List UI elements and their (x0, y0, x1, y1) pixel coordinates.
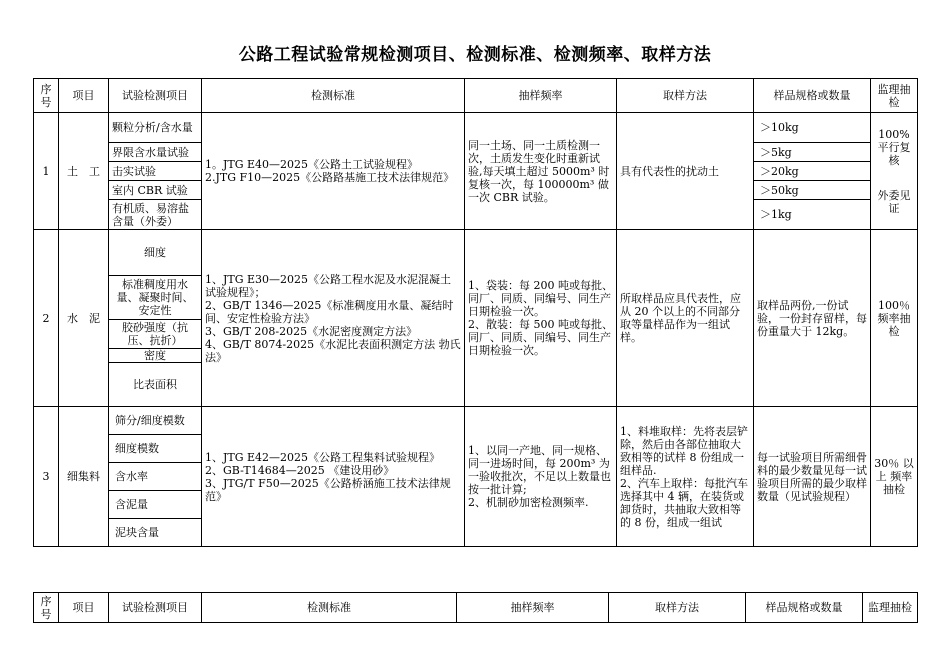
fine-agg-test-4: 泥块含量 (109, 519, 202, 547)
fine-agg-frequency-1: 2、机制砂加密检测频率. (468, 496, 589, 509)
soil-spec-3: ＞50kg (754, 181, 871, 200)
continuation-table (33, 592, 918, 623)
footer-header-test-item: 试验检测项目 (109, 593, 202, 623)
soil-test-2: 击实试验 (109, 162, 202, 181)
fine-agg-sampling-1: 2、汽车上取样：每批汽车选择其中 4 辆，在装货或卸货时，共抽取大致相等的 8 份，组成一组试 (620, 476, 748, 529)
soil-spec-1: ＞5kg (754, 143, 871, 162)
footer-header-item: 项目 (59, 593, 109, 623)
cement-sampling: 所取样品应具代表性，应从 20 个以上的不同部分取等量样品作为一组试样。 (617, 230, 754, 407)
header-row (34, 79, 918, 113)
fine-agg-supervision: 30％ 以上 频率 抽检 (871, 407, 918, 547)
fine-agg-frequency-0: 1、以同一产地、同一规格、同一进场时间，每 200m³ 为一验收批次，不足以上数量也按一批计算; (468, 444, 611, 496)
footer-header-standard: 检测标准 (202, 593, 457, 623)
fine-agg-test-3: 含泥量 (109, 491, 202, 519)
header-frequency: 抽样频率 (465, 79, 617, 113)
soil-sampling: 具有代表性的扰动土 (617, 113, 754, 230)
soil-standard-1: 2.JTG F10—2025《公路路基施工技术法律规范》 (205, 171, 455, 184)
cement-frequency-0: 1、袋装：每 200 吨或每批、同厂、同质、同编号、同生产日期检验一次。 (468, 279, 613, 318)
cement-spec: 取样品两份,一份试验，一份封存留样，每份重量大于 12kg。 (754, 230, 871, 407)
header-item: 项目 (59, 79, 109, 113)
cement-test-3: 密度 (109, 349, 202, 363)
cement-item: 水 泥 (59, 230, 109, 407)
cement-frequency (465, 230, 617, 407)
header-standard: 检测标准 (202, 79, 465, 113)
cement-frequency-1: 2、散装：每 500 吨或每批、同厂、同质、同编号、同生产日期检验一次。 (468, 318, 613, 357)
cement-standard-1: 2、GB/T 1346—2025《标准稠度用水量、凝结时间、安定性检验方法》 (205, 298, 454, 325)
cement-test-0: 细度 (109, 230, 202, 276)
page-title: 公路工程试验常规检测项目、检测标准、检测频率、取样方法 (238, 45, 712, 65)
cement-test-1: 标准稠度用水量、凝聚时间、安定性 (109, 276, 202, 320)
header-sampling: 取样方法 (617, 79, 754, 113)
soil-standard-0: 1。JTG E40—2025《公路土工试验规程》 (205, 158, 419, 171)
soil-test-1: 界限含水量试验 (109, 143, 202, 162)
footer-header-spec: 样品规格或数量 (746, 593, 863, 623)
continuation-header-row (34, 593, 918, 623)
footer-header-sampling: 取样方法 (609, 593, 746, 623)
header-spec: 样品规格或数量 (754, 79, 871, 113)
soil-test-3: 室内 CBR 试验 (109, 181, 202, 200)
header-supervision: 监理抽检 (871, 79, 918, 113)
cement-supervision: 100％ 频率抽检 (871, 230, 918, 407)
fine-agg-sampling (617, 407, 754, 547)
fine-agg-sampling-0: 1、料堆取样：先将表层铲除，然后由各部位抽取大致相等的试样 8 份组成一组样品. (620, 424, 748, 477)
header-test-item: 试验检测项目 (109, 79, 202, 113)
soil-supervision-bottom: 外委见证 (877, 188, 911, 215)
fine-agg-row (34, 407, 918, 435)
cement-standard-3: 4、GB/T 8074-2025《水泥比表面积测定方法 勃氏法》 (205, 337, 461, 364)
fine-agg-test-1: 细度模数 (109, 435, 202, 463)
cement-test-2: 胶砂强度（抗压、抗折） (109, 320, 202, 349)
fine-agg-standard-1: 2、GB-T14684—2025 《建设用砂》 (205, 463, 395, 477)
footer-header-seq: 序号 (34, 593, 59, 623)
soil-test-0: 颗粒分析/含水量 (109, 113, 202, 143)
soil-spec-2: ＞20kg (754, 162, 871, 181)
cement-test-4: 比表面积 (109, 363, 202, 407)
fine-agg-standard (202, 407, 465, 547)
soil-supervision (871, 113, 918, 230)
cement-standard (202, 230, 465, 407)
soil-test-4: 有机质、易溶盐含量（外委） (109, 200, 202, 230)
soil-spec-4: ＞1kg (754, 200, 871, 230)
fine-agg-frequency (465, 407, 617, 547)
soil-item: 土 工 (59, 113, 109, 230)
soil-seq: 1 (34, 113, 59, 230)
fine-agg-seq: 3 (34, 407, 59, 547)
main-table (33, 78, 918, 547)
cement-row (34, 230, 918, 276)
soil-row (34, 113, 918, 143)
fine-agg-spec: 每一试验项目所需细骨料的最少数量见每一试验项目所需的最少取样数量（见试验规程） (754, 407, 871, 547)
fine-agg-test-0: 筛分/细度模数 (109, 407, 202, 435)
soil-frequency: 同一土场、同一土质检测一次，土质发生变化时重新试验,每天填土超过 5000m³ 时复核一次，每 100000m³ 做一次 CBR 试验。 (465, 113, 617, 230)
footer-header-supervision: 监理抽检 (863, 593, 918, 623)
footer-header-frequency: 抽样频率 (457, 593, 609, 623)
fine-agg-standard-0: 1、JTG E42—2025《公路工程集料试验规程》 (205, 450, 441, 464)
fine-agg-standard-2: 3、JTG/T F50—2025《公路桥涵施工技术法律规范》 (205, 476, 451, 503)
header-seq: 序号 (34, 79, 59, 113)
cement-standard-0: 1、JTG E30—2025《公路工程水泥及水泥混凝土试验规程》； (205, 272, 452, 299)
cement-standard-2: 3、GB/T 208-2025《水泥密度测定方法》 (205, 324, 418, 338)
fine-agg-test-2: 含水率 (109, 463, 202, 491)
soil-supervision-top: 100% 平行复核 (877, 127, 911, 167)
soil-standard (202, 113, 465, 230)
cement-seq: 2 (34, 230, 59, 407)
soil-spec-0: ＞10kg (754, 113, 871, 143)
fine-agg-item: 细集料 (59, 407, 109, 547)
